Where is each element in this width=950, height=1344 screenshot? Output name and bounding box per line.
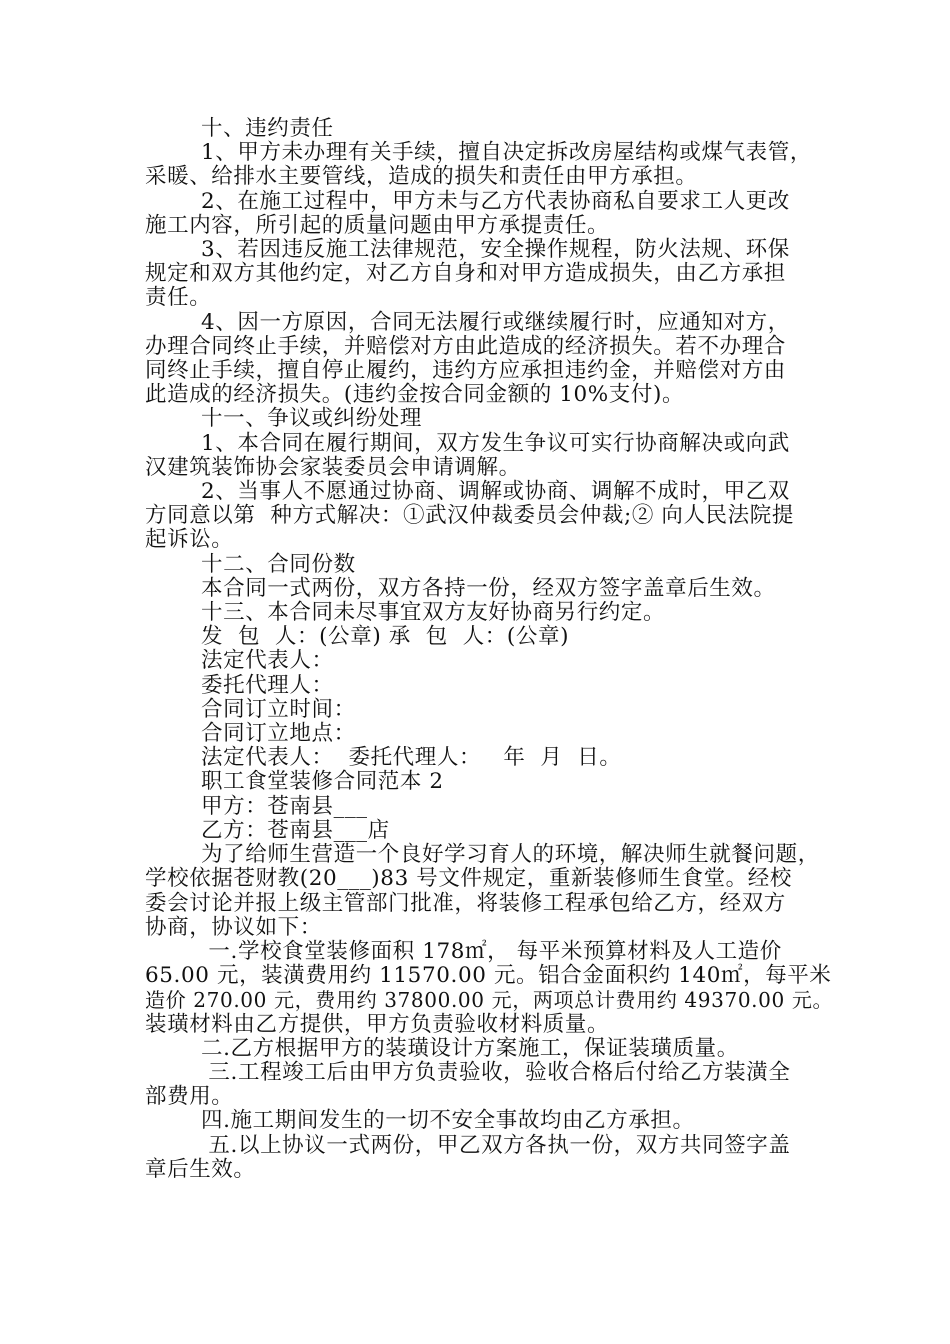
signature-line: 合同订立时间：: [201, 696, 356, 722]
paragraph-line: 章后生效。: [145, 1156, 256, 1182]
paragraph-line: 本合同一式两份，双方各持一份，经双方签字盖章后生效。: [201, 575, 776, 601]
paragraph-line: 造价 270.00 元，费用约 37800.00 元，两项总计费用约 49370.00 元。: [145, 988, 834, 1013]
document-title: 职工食堂装修合同范本 2: [201, 769, 444, 795]
paragraph-line: 同终止手续，擅自停止履约，违约方应承担违约金，并赔偿对方由: [145, 358, 786, 384]
signature-line: 法定代表人：: [201, 648, 334, 674]
paragraph-line: 部费用。: [145, 1084, 234, 1110]
paragraph-line: 学校依据苍财教(20___)83 号文件规定，重新装修师生食堂。经校: [145, 866, 792, 892]
section-heading: 十一、争议或纠纷处理: [201, 406, 423, 432]
paragraph-line: 汉建筑装饰协会家装委员会申请调解。: [145, 454, 521, 480]
paragraph-line: 办理合同终止手续，并赔偿对方由此造成的经济损失。若不办理合: [145, 333, 786, 359]
document-page: [145, 117, 835, 1182]
signature-line: 发 包 人：(公章) 承 包 人：(公章): [201, 624, 570, 650]
party-a-line: 甲方：苍南县___: [201, 793, 368, 819]
paragraph-line: 65.00 元，装潢费用约 11570.00 元。铝合金面积约 140㎡，每平米: [145, 963, 832, 989]
paragraph-line: 一.学校食堂装修面积 178㎡， 每平米预算材料及人工造价: [201, 938, 782, 964]
paragraph-line: 协商，协议如下：: [145, 914, 322, 940]
paragraph-line: 四.施工期间发生的一切不安全事故均由乙方承担。: [201, 1108, 695, 1134]
paragraph-line: 施工内容，所引起的质量问题由甲方承提责任。: [145, 212, 610, 238]
paragraph-line: 2、在施工过程中，甲方未与乙方代表协商私自要求工人更改: [201, 188, 790, 214]
paragraph-line: 规定和双方其他约定，对乙方自身和对甲方造成损失，由乙方承担: [145, 261, 786, 287]
paragraph-line: 1、甲方未办理有关手续，擅自决定拆改房屋结构或煤气表管，: [201, 140, 812, 166]
paragraph-line: 五.以上协议一式两份，甲乙双方各执一份，双方共同签字盖: [201, 1132, 791, 1158]
signature-line: 委托代理人：: [201, 672, 334, 698]
paragraph-line: 2、当事人不愿通过协商、调解或协商、调解不成时，甲乙双: [201, 479, 790, 505]
paragraph-line: 为了给师生营造一个良好学习育人的环境，解决师生就餐问题，: [201, 842, 820, 868]
party-b-line: 乙方：苍南县___店: [201, 817, 390, 843]
paragraph-line: 委会讨论并报上级主管部门批准，将装修工程承包给乙方，经双方: [145, 890, 786, 916]
paragraph-line: 责任。: [145, 285, 212, 311]
paragraph-line: 3、若因违反施工法律规范，安全操作规程，防火法规、环保: [201, 237, 790, 263]
section-heading: 十二、合同份数: [201, 551, 356, 577]
signature-line: 合同订立地点：: [201, 721, 356, 747]
section-heading: 十、违约责任: [201, 116, 334, 141]
paragraph-line: 此造成的经济损失。(违约金按合同金额的 10%支付)。: [145, 382, 685, 408]
paragraph-line: 采暖、给排水主要管线，造成的损失和责任由甲方承担。: [145, 164, 698, 190]
signature-line: 法定代表人： 委托代理人： 年 月 日。: [201, 745, 622, 771]
paragraph-line: 4、因一方原因，合同无法履行或继续履行时，应通知对方，: [201, 309, 790, 335]
paragraph-line: 三.工程竣工后由甲方负责验收，验收合格后付给乙方装潢全: [201, 1059, 791, 1085]
section-heading: 十三、本合同未尽事宜双方友好协商另行约定。: [201, 600, 666, 626]
paragraph-line: 起诉讼。: [145, 527, 234, 553]
paragraph-line: 方同意以第 种方式解决：①武汉仲裁委员会仲裁;② 向人民法院提: [145, 503, 794, 529]
paragraph-line: 二.乙方根据甲方的装璜设计方案施工，保证装璜质量。: [201, 1035, 739, 1061]
paragraph-line: 装璜材料由乙方提供，甲方负责验收材料质量。: [145, 1011, 610, 1037]
paragraph-line: 1、本合同在履行期间，双方发生争议可实行协商解决或向武: [201, 430, 790, 456]
